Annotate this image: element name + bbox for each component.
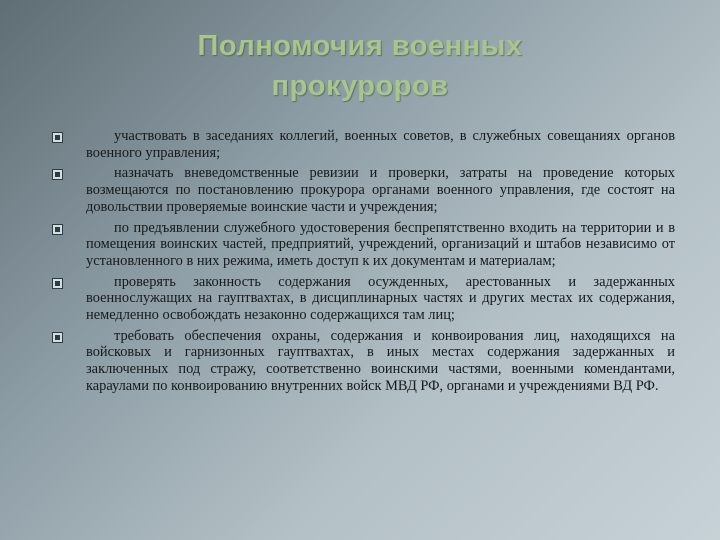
list-item — [50, 274, 675, 324]
list-item — [50, 220, 675, 270]
list-item-text: требовать обеспечения охраны, содержания и конвоирования лиц, находящихся на войсковых и гарнизонных гауптвахтах, в иных местах содержания задержанных и заключенных под стражу, соответственно воинскими частями, военными комендантами, караулами по конвоированию внутренних войск МВД РФ, органами и учреждениями ВД РФ. — [86, 327, 675, 394]
list-item-text: участвовать в заседаниях коллегий, военных советов, в служебных совещаниях органов военного управления; — [86, 128, 675, 161]
list-item — [50, 165, 675, 215]
list-item — [50, 328, 675, 395]
square-bullet-icon — [52, 332, 63, 343]
powers-list — [50, 128, 675, 399]
square-bullet-icon — [52, 169, 63, 180]
square-bullet-icon — [52, 224, 63, 235]
slide-title-line-1: Полномочия военных — [197, 30, 523, 62]
square-bullet-icon — [52, 132, 63, 143]
list-item-text: проверять законность содержания осужденных, арестованных и задержанных военнослужащих на гауптвахтах, в дисциплинарных частях и других местах их содержания, немедленно освобождать незаконно содержащихся там лиц; — [86, 273, 675, 324]
list-item-text: по предъявлении служебного удостоверения беспрепятственно входить на территории и в помещения воинских частей, предприятий, учреждений, организаций и штабов независимо от установленного в них режима, иметь доступ к их документам и материалам; — [86, 219, 675, 269]
slide-title-line-2: прокуроров — [271, 70, 449, 102]
square-bullet-icon — [52, 278, 63, 289]
list-item — [50, 128, 675, 161]
list-item-text: назначать вневедомственные ревизии и проверки, затраты на проведение которых возмещаются по постановлению прокурора органами военного управления, где состоят на довольствии проверяемые воинские части и учреждения; — [86, 165, 675, 215]
slide-title — [60, 26, 660, 106]
